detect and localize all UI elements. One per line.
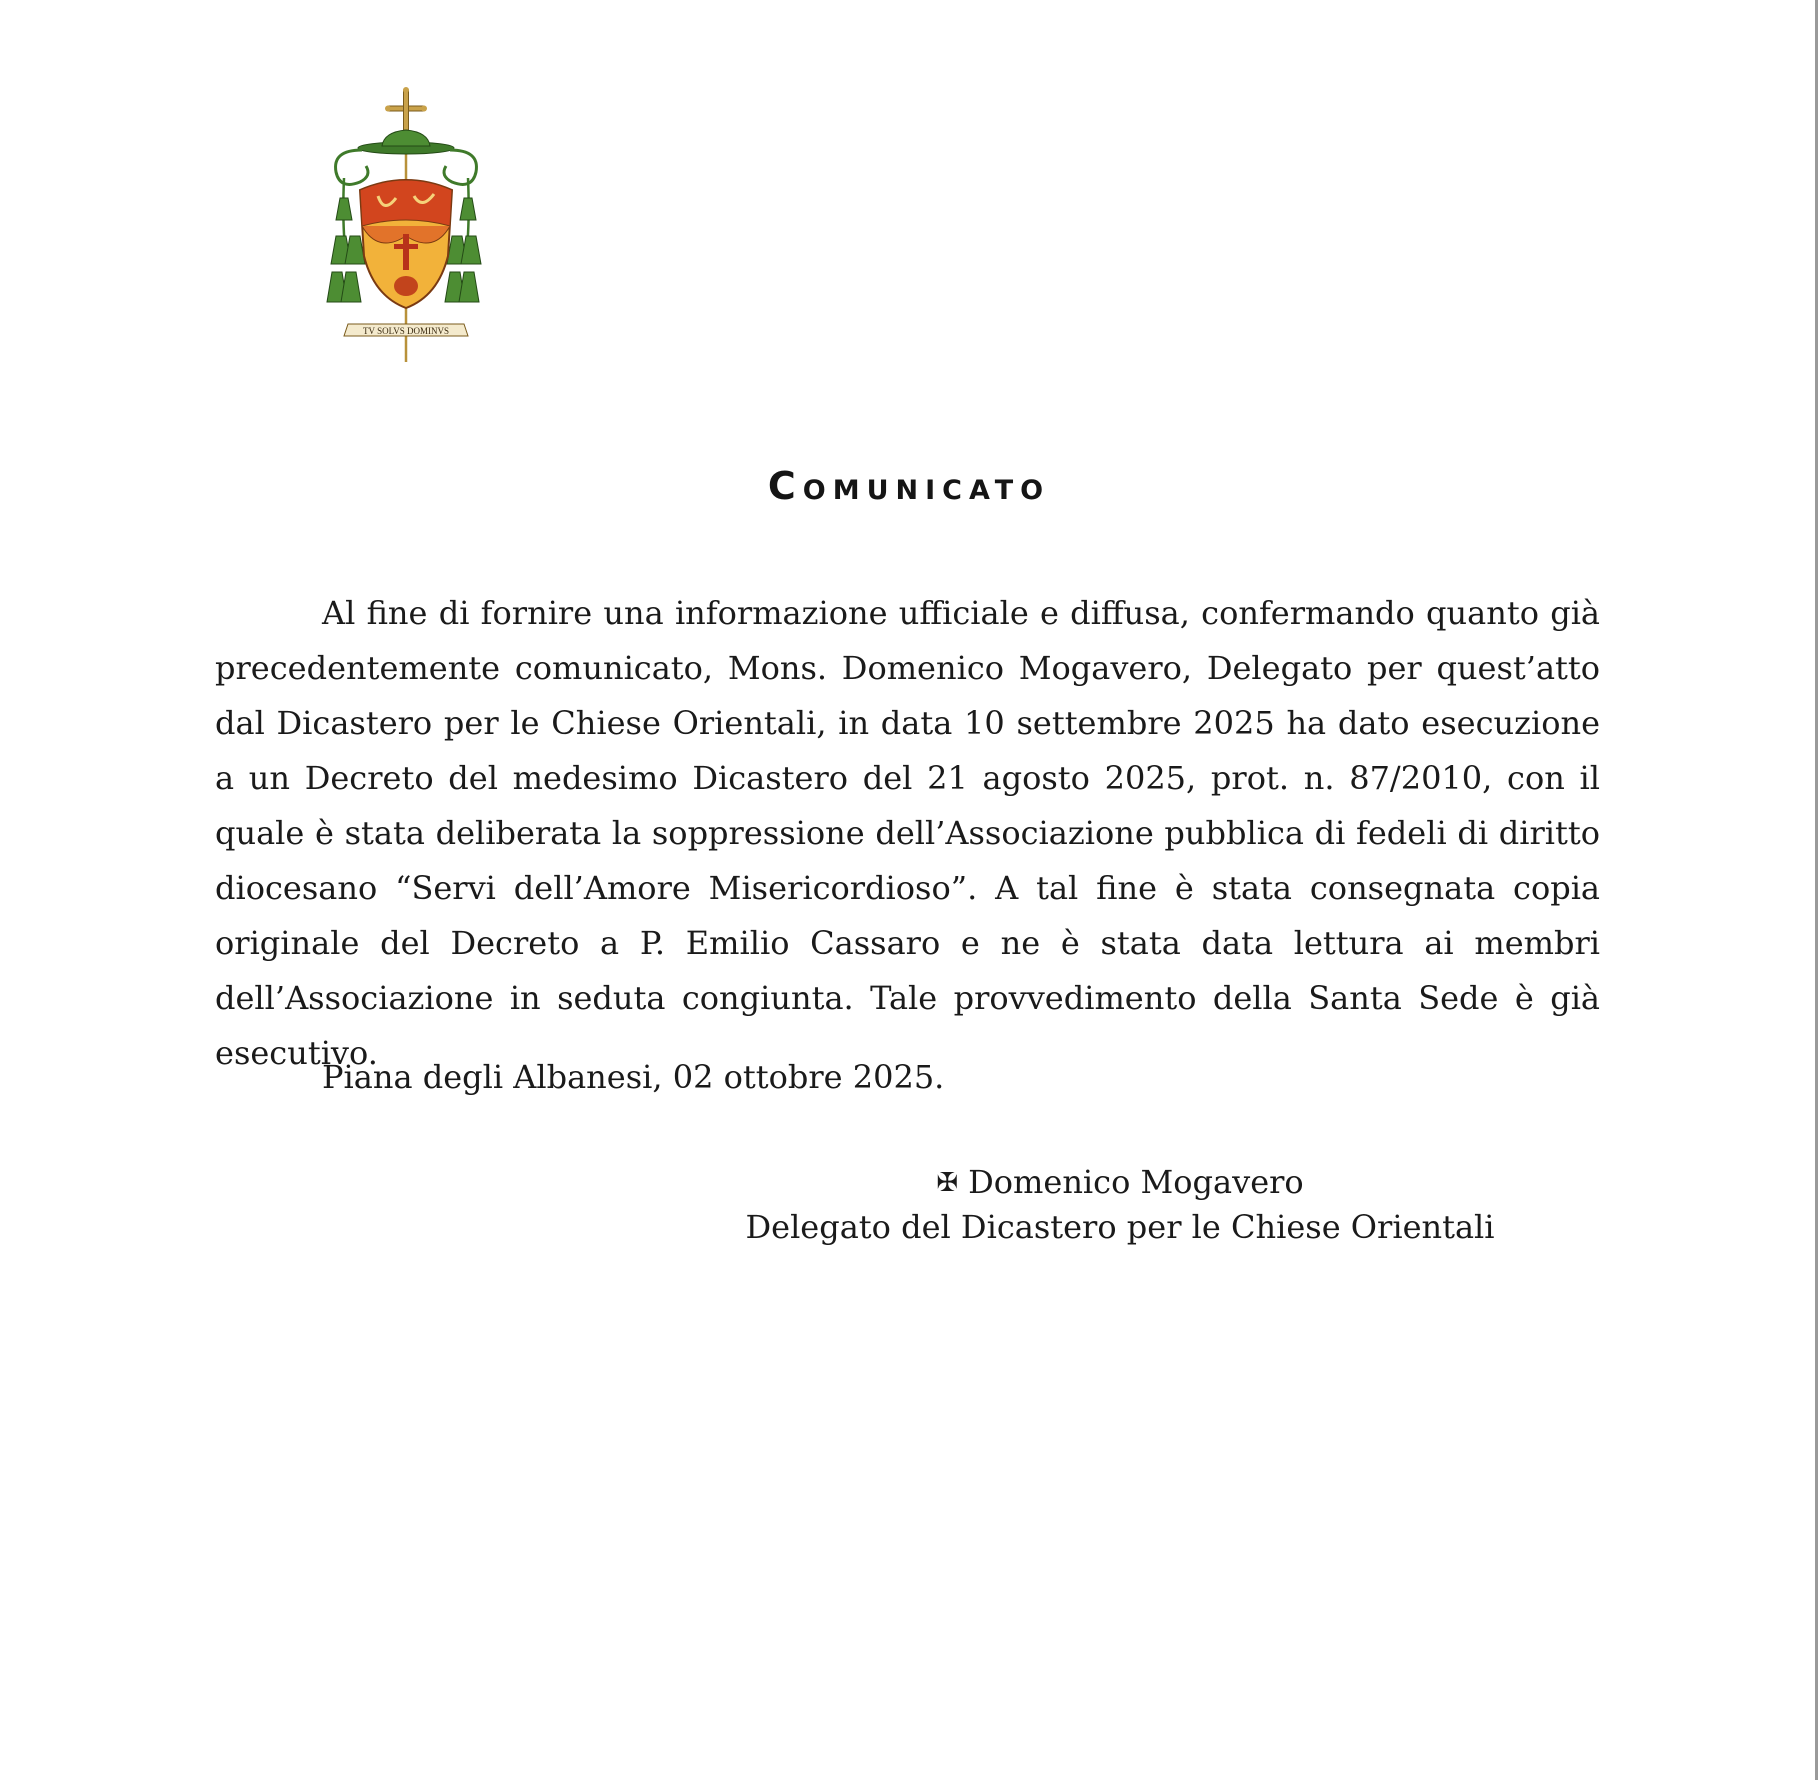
coat-of-arms-icon: [326, 86, 486, 366]
page-title: Comunicato: [767, 464, 1051, 508]
signatory-role: Delegato del Dicastero per le Chiese Orientali: [745, 1208, 1495, 1246]
episcopal-cross-icon: ✠: [936, 1168, 959, 1198]
crest-motto: TV SOLVS DOMINVS: [362, 326, 450, 336]
place-date: Piana degli Albanesi, 02 ottobre 2025.: [322, 1058, 945, 1096]
coat-of-arms: [326, 86, 486, 366]
communique-body: Al fine di fornire una informazione ufficiale e diffusa, confermando quanto già precedentemente comunicato, Mons. Domenico Mogavero, Delegato per quest’atto dal Dicastero per le Chiese Orientali, in data 10 settembre 2025 ha dato esecuzione a un Decreto del medesimo Dicastero del 21 agosto 2025, prot. n. 87/2010, con il quale è stata deliberata la soppressione dell’Associazione pubblica di fedeli di diritto diocesano “Servi dell’Amore Misericordioso”. A tal fine è stata consegnata copia originale del Decreto a P. Emilio Cassaro e ne è stata data lettura ai membri dell’Associazione in seduta congiunta. Tale provvedimento della Santa Sede è già esecutivo.: [215, 594, 1600, 1072]
signature-block: [700, 1160, 1540, 1249]
signature-name-line: [700, 1160, 1540, 1205]
signatory-name: Domenico Mogavero: [968, 1163, 1304, 1201]
